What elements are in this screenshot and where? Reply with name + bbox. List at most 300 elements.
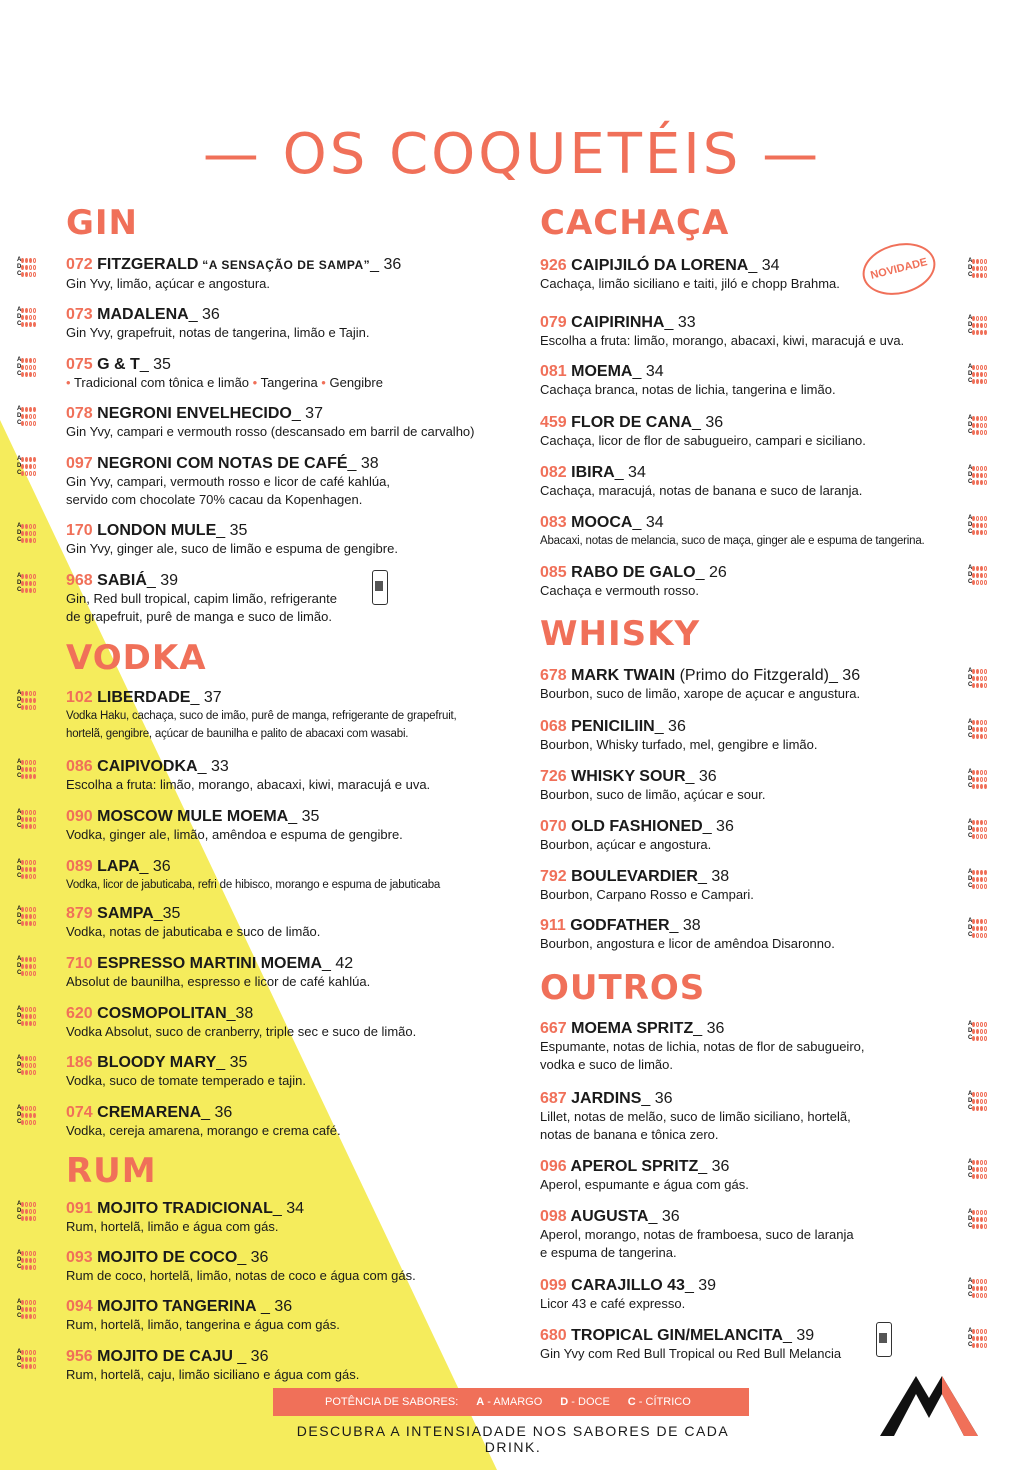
potency-dot (980, 1224, 983, 1229)
potency-letter: D (968, 371, 973, 377)
potency-dot (25, 1314, 28, 1319)
item-price: _ 36 (370, 256, 402, 273)
potency-row (968, 1159, 988, 1165)
potency-dot (976, 933, 979, 938)
potency-dot (29, 407, 32, 412)
potency-dot (33, 1007, 36, 1012)
potency-row (17, 913, 37, 919)
flavor-potency-icon (17, 406, 37, 427)
potency-dot (29, 538, 32, 543)
potency-dot (25, 867, 28, 872)
potency-row (17, 1264, 37, 1270)
potency-dot (984, 1329, 987, 1334)
potency-letter: C (17, 773, 22, 779)
potency-dot (33, 1120, 36, 1125)
potency-dot (33, 581, 36, 586)
flavor-potency-icon (17, 1349, 37, 1370)
potency-dot (984, 466, 987, 471)
potency-letter: D (17, 314, 22, 320)
item-options (66, 374, 383, 392)
item-code: 093 (66, 1249, 98, 1266)
potency-row (968, 783, 988, 789)
item-name: CARAJILLO 43 (571, 1277, 685, 1294)
item-name: LAPA (97, 858, 140, 875)
item-name: G & T (97, 356, 140, 373)
potency-dot (25, 774, 28, 779)
potency-letter: A (968, 1328, 973, 1334)
potency-dot (984, 573, 987, 578)
item-price: _ 36 (648, 1208, 680, 1225)
potency-row (17, 809, 37, 815)
potency-letter: C (968, 1035, 973, 1041)
potency-letter: A (968, 465, 973, 471)
potency-row (968, 579, 988, 585)
item-code: 078 (66, 405, 98, 422)
potency-dot (21, 574, 24, 579)
item-name: CREMARENA (97, 1104, 202, 1121)
potency-dot (976, 926, 979, 931)
item-price: _ 33 (197, 758, 229, 775)
potency-dot (29, 698, 32, 703)
menu-item (540, 717, 817, 754)
flavor-potency-icon (968, 1278, 988, 1299)
menu-item (540, 1207, 854, 1262)
item-price: _ 36 (232, 1348, 269, 1365)
item-price: _ 35 (216, 522, 248, 539)
potency-row (17, 963, 37, 969)
potency-dot (980, 1160, 983, 1165)
item-name: RABO DE GALO (571, 564, 696, 581)
item-description: Bourbon, suco de limão, xarope de açucar e angustura. (540, 686, 861, 701)
item-price: _ 42 (322, 955, 354, 972)
item-code: 678 (540, 667, 572, 684)
potency-letter: C (17, 1020, 22, 1026)
potency-dot (21, 760, 24, 765)
potency-dot (972, 580, 975, 585)
flavor-potency-icon (968, 258, 988, 279)
potency-row (17, 580, 37, 586)
item-code: 097 (66, 455, 98, 472)
item-price: _35 (153, 905, 181, 922)
item-price: _ 36 (201, 1104, 233, 1121)
potency-dot (21, 1021, 24, 1026)
potency-letter: D (17, 1257, 22, 1263)
potency-dot (33, 1014, 36, 1019)
potency-letter: A (968, 515, 973, 521)
menu-item (66, 571, 337, 626)
potency-row (968, 479, 988, 485)
item-name: MOEMA (571, 363, 633, 380)
potency-dot (21, 705, 24, 710)
potency-dot (980, 870, 983, 875)
potency-dot (980, 784, 983, 789)
potency-dot (976, 266, 979, 271)
item-code: 620 (66, 1005, 98, 1022)
potency-dot (29, 272, 32, 277)
potency-dot (25, 874, 28, 879)
potency-dot (25, 531, 28, 536)
menu-item-header (540, 313, 904, 332)
potency-dot (33, 874, 36, 879)
potency-dot (976, 516, 979, 521)
potency-row (17, 307, 37, 313)
potency-dot (980, 1022, 983, 1027)
potency-row (968, 415, 988, 421)
potency-row (17, 1299, 37, 1305)
potency-dot (980, 523, 983, 528)
potency-dot (25, 1007, 28, 1012)
potency-letter: C (968, 329, 973, 335)
item-subtitle: “A SENSAÇÃO DE SAMPA” (198, 258, 371, 272)
potency-letter: A (17, 759, 22, 765)
potency-dot (984, 1099, 987, 1104)
potency-dot (33, 1307, 36, 1312)
potency-dot (976, 1293, 979, 1298)
potency-dot (984, 523, 987, 528)
potency-dot (25, 691, 28, 696)
potency-row (968, 1021, 988, 1027)
potency-dot (976, 1099, 979, 1104)
potency-dot (972, 480, 975, 485)
potency-dot (29, 1364, 32, 1369)
item-description: Gin Yvy com Red Bull Tropical ou Red Bull Melancia (540, 1346, 842, 1361)
potency-dot (33, 860, 36, 865)
menu-item (540, 563, 727, 600)
potency-dot (980, 1329, 983, 1334)
potency-row (17, 690, 37, 696)
potency-dot (976, 323, 979, 328)
potency-dot (980, 1293, 983, 1298)
potency-row (17, 704, 37, 710)
potency-dot (33, 457, 36, 462)
flavor-legend (273, 1388, 749, 1416)
potency-dot (976, 827, 979, 832)
item-description: Vodka, notas de jabuticaba e suco de limão. (66, 924, 321, 939)
potency-dot (29, 1251, 32, 1256)
potency-dot (980, 877, 983, 882)
potency-dot (976, 727, 979, 732)
potency-letter: D (968, 726, 973, 732)
menu-item-header (540, 1019, 865, 1038)
potency-dot (980, 919, 983, 924)
potency-dot (29, 1021, 32, 1026)
item-code: 090 (66, 808, 98, 825)
item-code: 074 (66, 1104, 98, 1121)
potency-dot (972, 1286, 975, 1291)
potency-dot (33, 1350, 36, 1355)
potency-dot (21, 1014, 24, 1019)
potency-dot (980, 926, 983, 931)
item-price: _ 33 (664, 314, 696, 331)
potency-dot (29, 1106, 32, 1111)
potency-dot (21, 691, 24, 696)
potency-dot (976, 1329, 979, 1334)
potency-row (17, 463, 37, 469)
potency-dot (25, 971, 28, 976)
menu-item (540, 1089, 851, 1144)
item-description: Vodka, licor de jabuticaba, refri de hibisco, morango e espuma de jabuticaba (66, 879, 441, 891)
item-code: 079 (540, 314, 572, 331)
potency-row (17, 920, 37, 926)
potency-dot (33, 1209, 36, 1214)
potency-dot (25, 1063, 28, 1068)
potency-dot (984, 1036, 987, 1041)
item-name: LONDON MULE (97, 522, 217, 539)
potency-dot (980, 423, 983, 428)
menu-item (540, 1157, 749, 1194)
potency-dot (976, 820, 979, 825)
menu-item-header (540, 563, 727, 582)
potency-letter: C (968, 733, 973, 739)
potency-row (17, 1069, 37, 1075)
item-code: 094 (66, 1298, 98, 1315)
menu-item (540, 1019, 865, 1074)
potency-dot (984, 480, 987, 485)
potency-dot (21, 414, 24, 419)
potency-dot (21, 372, 24, 377)
potency-dot (984, 820, 987, 825)
potency-dot (984, 1217, 987, 1222)
potency-row (17, 257, 37, 263)
potency-letter: D (968, 1285, 973, 1291)
item-description: Escolha a fruta: limão, morango, abacaxi, kiwi, maracujá e uva. (66, 777, 431, 792)
item-price: _ 35 (288, 808, 320, 825)
potency-dot (972, 669, 975, 674)
potency-dot (984, 566, 987, 571)
potency-dot (21, 907, 24, 912)
potency-dot (972, 1036, 975, 1041)
potency-row (968, 322, 988, 328)
potency-dot (980, 933, 983, 938)
potency-dot (984, 365, 987, 370)
item-code: 687 (540, 1090, 572, 1107)
potency-dot (980, 316, 983, 321)
menu-item (66, 757, 430, 794)
flavor-potency-icon (17, 573, 37, 594)
potency-dot (21, 810, 24, 815)
potency-dot (21, 921, 24, 926)
potency-letter: D (17, 580, 22, 586)
potency-letter: C (968, 429, 973, 435)
potency-dot (29, 907, 32, 912)
potency-dot (29, 705, 32, 710)
item-description: Aperol, morango, notas de framboesa, suco de laranja (540, 1227, 854, 1242)
item-price: _38 (226, 1005, 254, 1022)
potency-row (17, 420, 37, 426)
menu-item-header (540, 1157, 749, 1176)
potency-dot (984, 1022, 987, 1027)
potency-dot (33, 538, 36, 543)
potency-dot (21, 1070, 24, 1075)
menu-item (540, 1326, 841, 1363)
potency-dot (980, 1029, 983, 1034)
potency-dot (21, 698, 24, 703)
item-description: de grapefruit, purê de manga e suco de limão. (66, 609, 332, 624)
potency-dot (972, 1279, 975, 1284)
potency-dot (984, 1210, 987, 1215)
potency-dot (29, 1120, 32, 1125)
potency-letter: D (17, 1208, 22, 1214)
potency-dot (25, 358, 28, 363)
item-description: Escolha a fruta: limão, morango, abacaxi, kiwi, maracujá e uva. (540, 333, 905, 348)
flavor-potency-icon (968, 918, 988, 939)
menu-item-header (66, 404, 474, 423)
potency-dot (33, 464, 36, 469)
potency-dot (972, 683, 975, 688)
item-code: 726 (540, 768, 572, 785)
potency-letter: C (17, 537, 22, 543)
potency-letter: A (17, 257, 22, 263)
potency-row (968, 1105, 988, 1111)
potency-letter: D (968, 522, 973, 528)
potency-row (17, 1105, 37, 1111)
potency-dot (33, 907, 36, 912)
potency-letter: C (968, 1105, 973, 1111)
item-name: MOJITO DE CAJU (97, 1348, 233, 1365)
menu-item-header (66, 1103, 341, 1122)
potency-dot (984, 877, 987, 882)
potency-letter: C (968, 479, 973, 485)
item-description: Gin Yvy, campari e vermouth rosso (descansado em barril de carvalho) (66, 424, 475, 439)
potency-row (17, 859, 37, 865)
potency-dot (33, 358, 36, 363)
potency-dot (972, 573, 975, 578)
potency-dot (976, 770, 979, 775)
potency-row (17, 773, 37, 779)
potency-dot (33, 1202, 36, 1207)
potency-dot (29, 1202, 32, 1207)
potency-letter: D (17, 816, 22, 822)
menu-item-header (540, 1276, 716, 1295)
potency-dot (25, 957, 28, 962)
potency-letter: D (17, 766, 22, 772)
potency-row (968, 465, 988, 471)
potency-dot (21, 1265, 24, 1270)
potency-dot (21, 867, 24, 872)
potency-dot (25, 524, 28, 529)
potency-letter: C (968, 783, 973, 789)
potency-dot (29, 1063, 32, 1068)
potency-dot (21, 322, 24, 327)
potency-row (968, 1098, 988, 1104)
potency-dot (980, 1343, 983, 1348)
potency-dot (25, 581, 28, 586)
item-price: _ 36 (256, 1298, 293, 1315)
potency-letter: D (968, 675, 973, 681)
item-price: _ 39 (782, 1327, 815, 1344)
potency-row (17, 816, 37, 822)
flavor-potency-icon (968, 819, 988, 840)
potency-dot (33, 407, 36, 412)
item-description: Abacaxi, notas de melancia, suco de maça, ginger ale e espuma de tangerina. (540, 535, 925, 547)
item-price: _ 34 (632, 514, 664, 531)
item-code: 089 (66, 858, 98, 875)
potency-dot (25, 767, 28, 772)
potency-row (17, 1006, 37, 1012)
potency-dot (25, 921, 28, 926)
flavor-potency-icon (17, 1250, 37, 1271)
potency-dot (976, 784, 979, 789)
potency-dot (980, 1092, 983, 1097)
potency-dot (984, 720, 987, 725)
item-price: _ 36 (828, 667, 861, 684)
item-price: _ 38 (697, 868, 730, 885)
potency-dot (33, 1106, 36, 1111)
potency-dot (976, 372, 979, 377)
potency-row (968, 733, 988, 739)
potency-dot (21, 365, 24, 370)
potency-row (17, 759, 37, 765)
potency-row (17, 1257, 37, 1263)
potency-dot (33, 588, 36, 593)
potency-dot (21, 1209, 24, 1214)
potency-row (17, 1313, 37, 1319)
item-price: _ 35 (139, 356, 171, 373)
potency-dot (29, 531, 32, 536)
item-code: 956 (66, 1348, 98, 1365)
potency-dot (980, 1210, 983, 1215)
potency-dot (976, 365, 979, 370)
potency-dot (21, 358, 24, 363)
potency-dot (980, 273, 983, 278)
potency-letter: D (968, 1335, 973, 1341)
item-price: _ 38 (669, 917, 701, 934)
potency-dot (972, 316, 975, 321)
item-code: 911 (540, 917, 571, 934)
potency-letter: A (968, 769, 973, 775)
menu-item-header (540, 1089, 851, 1108)
potency-dot (29, 1209, 32, 1214)
section-title-rum: RUM (66, 1151, 157, 1191)
potency-dot (984, 372, 987, 377)
potency-dot (25, 372, 28, 377)
potency-letter: A (968, 819, 973, 825)
potency-dot (33, 921, 36, 926)
potency-dot (976, 1336, 979, 1341)
potency-row (17, 314, 37, 320)
potency-dot (33, 957, 36, 962)
potency-row (17, 1112, 37, 1118)
potency-row (17, 537, 37, 543)
potency-dot (21, 315, 24, 320)
potency-dot (976, 316, 979, 321)
potency-letter: A (17, 1250, 22, 1256)
menu-item-header (66, 1248, 416, 1267)
potency-dot (33, 471, 36, 476)
potency-row (17, 530, 37, 536)
potency-letter: A (968, 719, 973, 725)
potency-dot (972, 273, 975, 278)
potency-dot (972, 379, 975, 384)
potency-letter: C (17, 420, 22, 426)
potency-dot (29, 1007, 32, 1012)
potency-dot (25, 824, 28, 829)
potency-dot (984, 669, 987, 674)
potency-dot (972, 1217, 975, 1222)
item-description: Bourbon, Whisky turfado, mel, gengibre e limão. (540, 737, 818, 752)
potency-dot (976, 473, 979, 478)
potency-dot (972, 1022, 975, 1027)
potency-letter: A (17, 307, 22, 313)
potency-dot (984, 884, 987, 889)
item-code: 926 (540, 257, 572, 274)
item-code: 680 (540, 1327, 572, 1344)
potency-dot (972, 1329, 975, 1334)
potency-dot (984, 580, 987, 585)
flavor-potency-icon (17, 690, 37, 711)
option-text: Tangerina (257, 375, 318, 390)
potency-row (968, 258, 988, 264)
